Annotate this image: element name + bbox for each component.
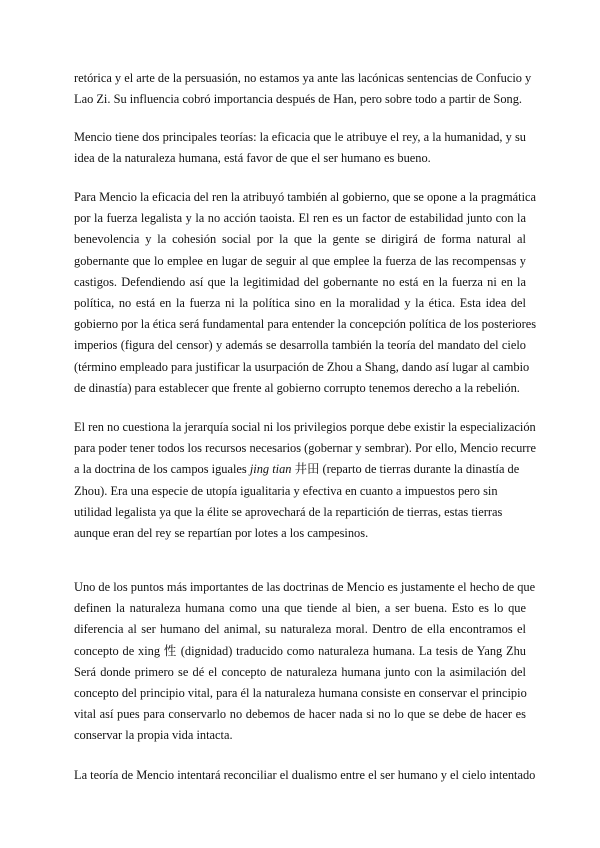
text-line: concepto del principio vital, para él la naturaleza humana consiste en conservar el principio: [74, 686, 527, 701]
text-line: castigos. Defendiendo así que la legitimidad del gobernante no está en la fuerza ni en la: [74, 274, 526, 289]
text-line: La teoría de Mencio intentará reconciliar el dualismo entre el ser humano y el cielo intentado: [74, 768, 536, 782]
text-line: de dinastía) para establecer que frente al gobierno corrupto tenemos derecho a la rebelión.: [74, 380, 520, 395]
text-line: retórica y el arte de la persuasión, no estamos ya ante las lacónicas sentencias de Confucio y: [74, 71, 532, 85]
text-line: Para Mencio la eficacia del ren la atribuyó también al gobierno, que se opone a la pragmática: [74, 190, 537, 204]
text-line: gobernante que lo emplee en lugar de seguir al que emplee la fuerza de las recompensas y: [74, 253, 526, 268]
text-line: diferencia al ser humano del animal, su naturaleza moral. Dentro de ella encontramos el: [74, 622, 526, 637]
text-line: para poder tener todos los recursos necesarios (gobernar y sembrar). Por ello, Mencio recurre: [74, 441, 537, 456]
text-line-jing-tian: [74, 459, 526, 480]
text-line: utilidad legalista ya que la élite se aprovechará de la repartición de tierras, estas tierras: [74, 504, 503, 519]
text-line: gobierno por la ética será fundamental para entender la concepción política de los posteriores: [74, 317, 537, 332]
text-line: conservar la propia vida intacta.: [74, 728, 233, 743]
jing-tian-term: jing tian: [249, 462, 292, 477]
text-line: Mencio tiene dos principales teorías: la eficacia que le atribuye el rey, a la humanidad, y su: [74, 130, 526, 144]
text-line: concepto de xing 性 (dignidad) traducido como naturaleza humana. La tesis de Yang Zhu: [74, 643, 526, 658]
paragraph-6: [74, 765, 536, 786]
text-line: Zhou). Era una especie de utopía igualitaria y efectiva en cuanto a impuestos pero sin: [74, 483, 498, 498]
text-line: política, no está en la fuerza ni la política sino en la moralidad y la ética. Esta idea del: [74, 296, 526, 311]
text-line: por la fuerza legalista y la no acción taoista. El ren es un factor de estabilidad junto con la: [74, 211, 526, 226]
text-line: vital así pues para conservarlo no debemos de hacer nada si no lo que se debe de hacer es: [74, 707, 526, 722]
text-line: Será donde primero se dé el concepto de naturaleza humana junto con la asimilación del: [74, 664, 526, 679]
text-line: Uno de los puntos más importantes de las doctrinas de Mencio es justamente el hecho de que: [74, 580, 536, 594]
paragraph-3: [74, 187, 537, 399]
paragraph-4: [74, 417, 537, 544]
text-line: benevolencia y la cohesión social por la que la gente se dirigirá de forma natural al: [74, 232, 526, 247]
text-line: Lao Zi. Su influencia cobró importancia después de Han, pero sobre todo a partir de Song.: [74, 92, 522, 107]
text-line: El ren no cuestiona la jerarquía social ni los privilegios porque debe existir la especialización: [74, 420, 536, 434]
text-line: (término empleado para justificar la usurpación de Zhou a Shang, dando así lugar al cambio: [74, 359, 530, 374]
text-line: idea de la naturaleza humana, está favor de que el ser humano es bueno.: [74, 151, 431, 166]
text-segment: 井田 (reparto de tierras durante la dinastía de: [291, 462, 520, 477]
text-line: imperios (figura del censor) y además se desarrolla también la teoría del mandato del cielo: [74, 338, 526, 353]
paragraph-1: [74, 68, 532, 110]
text-segment: a la doctrina de los campos iguales: [74, 462, 250, 477]
text-line: aunque eran del rey se repartían por lotes a los campesinos.: [74, 526, 369, 541]
paragraph-5: [74, 577, 536, 747]
paragraph-2: [74, 127, 526, 169]
text-line: definen la naturaleza humana como una que tiende al bien, a ser buena. Esto es lo que: [74, 601, 526, 616]
